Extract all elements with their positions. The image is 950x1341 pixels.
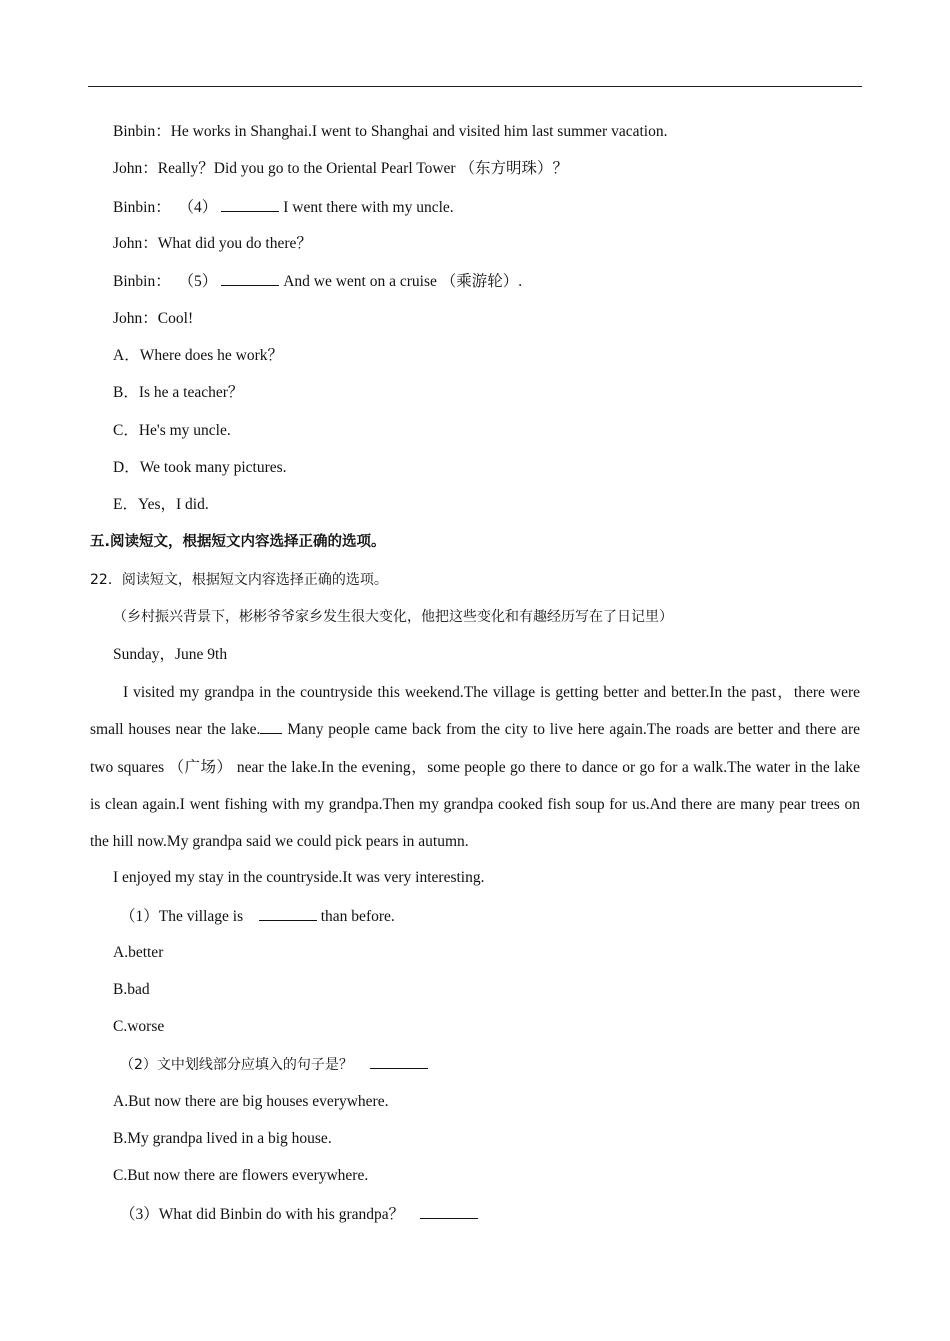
q2-option-c: C.But now there are flowers everywhere. [113,1167,369,1184]
q2-option-a: A.But now there are big houses everywhere. [113,1093,389,1110]
dialogue-text: Cool! [157,310,194,327]
answer-blank-5[interactable] [221,271,279,286]
question-1 [120,906,395,927]
blank-number: （5） [178,273,218,290]
option-d: D．We took many pictures. [113,459,287,476]
question-text: （2）文中划线部分应填入的句子是？ [120,1057,353,1073]
diary-date: Sunday，June 9th [113,646,228,663]
blank-number: （4） [178,199,218,216]
question-text: （3）What did Binbin do with his grandpa？ [120,1206,405,1223]
passage-text-1: I visited my grandpa in the countryside this weekend.The village is getting better and better.In the past，there were small houses near the lake. [90,684,860,739]
question-22-title: 22．阅读短文，根据短文内容选择正确的选项。 [90,572,388,588]
dialogue-text: What did you do there？ [157,235,312,252]
answer-blank-q1[interactable] [259,906,317,921]
dialogue-line-3 [113,197,454,218]
dialogue-line-2 [113,159,568,179]
speaker: Binbin： [113,273,171,290]
passage-closing: I enjoyed my stay in the countryside.It was very interesting. [113,869,485,886]
option-e: E．Yes，I did. [113,496,209,513]
passage-note: （乡村振兴背景下，彬彬爷爷家乡发生很大变化，他把这些变化和有趣经历写在了日记里） [113,609,673,625]
dialogue-line-5 [113,271,522,292]
passage-text-2: Many people came back from the city to live here again.The roads are better and there are two squares （广场） near the lake.In the evening，some people go there to dance or go for a walk.The water in the lake is clean again.I went fishing with my grandpa.Then my grandpa cooked fish soup for us.And there are many pear trees on the hill now.My grandpa said we could pick pears in autumn. [90,721,860,851]
section-heading: 五.阅读短文，根据短文内容选择正确的选项。 [90,534,386,550]
q2-option-b: B.My grandpa lived in a big house. [113,1130,332,1147]
speaker: John： [113,310,158,327]
option-a: A．Where does he work？ [113,347,284,364]
header-rule [88,86,862,87]
speaker: John： [113,160,158,177]
q1-option-a: A.better [113,944,164,961]
passage-blank [260,719,282,734]
passage-paragraph [90,674,860,860]
speaker: John： [113,235,158,252]
answer-blank-q3[interactable] [420,1204,478,1219]
question-3 [120,1204,482,1225]
option-b: B．Is he a teacher？ [113,384,244,401]
speaker: Binbin： [113,199,171,216]
answer-blank-4[interactable] [221,197,279,212]
question-2 [120,1054,432,1075]
dialogue-text: Really？Did you go to the Oriental Pearl Tower （东方明珠）？ [157,160,568,177]
q1-option-b: B.bad [113,981,150,998]
dialogue-text: And we went on a cruise （乘游轮）. [283,273,523,290]
dialogue-text: He works in Shanghai.I went to Shanghai and visited him last summer vacation. [170,123,668,140]
dialogue-text: I went there with my uncle. [283,199,454,216]
question-text: （1）The village is [120,908,244,925]
question-suffix: than before. [320,908,395,925]
dialogue-line-1 [113,122,667,142]
dialogue-line-6 [113,309,193,329]
speaker: Binbin： [113,123,171,140]
q1-option-c: C.worse [113,1018,165,1035]
option-c: C．He's my uncle. [113,422,231,439]
dialogue-line-4 [113,234,312,254]
answer-blank-q2[interactable] [370,1054,428,1069]
